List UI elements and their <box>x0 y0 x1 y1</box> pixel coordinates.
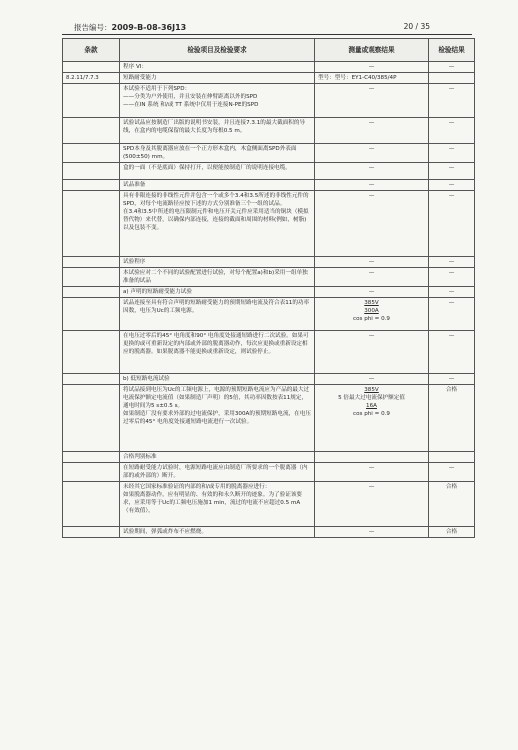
verdict-cell <box>429 73 475 84</box>
result-cell: — <box>315 62 429 73</box>
verdict-cell: — <box>429 144 475 163</box>
requirement-cell <box>120 257 315 268</box>
table-row <box>63 463 475 482</box>
result-cell: — <box>315 84 429 118</box>
clause-cell <box>63 163 120 180</box>
result-cell <box>315 298 429 331</box>
verdict-cell: — <box>429 180 475 191</box>
verdict-cell: — <box>429 268 475 287</box>
table-row <box>63 62 475 73</box>
result-cell <box>315 385 429 452</box>
requirement-cell <box>120 62 315 73</box>
table-row <box>63 180 475 191</box>
formula-power-factor: cos phi = 0.9 <box>353 316 390 322</box>
requirement-text: 如果制造厂没有要求外部的过电流保护，采用300A的预期短路电流，在电压过零后的45° 电角度处接通短路电流进行一次试验。 <box>123 411 311 425</box>
verdict-cell: — <box>429 163 475 180</box>
col-header-requirement: 检验项目及检验要求 <box>120 39 315 62</box>
requirement-text: 试验期间，弹弧或炸布不应燃烧。 <box>123 529 207 535</box>
col-header-result: 测量或观察结果 <box>315 39 429 62</box>
verdict-cell <box>429 452 475 463</box>
requirement-cell <box>120 191 315 257</box>
result-cell: — <box>315 144 429 163</box>
result-cell <box>315 452 429 463</box>
result-cell: — <box>315 374 429 385</box>
clause-cell <box>63 191 120 257</box>
clause-cell <box>63 331 120 374</box>
requirement-cell <box>120 144 315 163</box>
table-row <box>63 482 475 527</box>
requirement-text: SPD本身及其脱离器应放在一个正方形木盒内，木盒侧面离SPD外表面(500±50) mm。 <box>123 146 297 160</box>
table-row <box>63 268 475 287</box>
requirement-text: ——分类为户外使用，并且安装在伸臂距离以外的SPD <box>123 94 258 100</box>
clause-cell <box>63 385 120 452</box>
requirement-text: 未经其它国家标准验证的内部的和/或专用的脱离器应进行： <box>123 484 271 490</box>
table-row <box>63 331 475 374</box>
verdict-cell: 合格 <box>429 385 475 452</box>
requirement-text: 在3.4和3.5中所述的电压限制元件和电压开关元件应采用适当的铜块（模拟替代物）来代替，以确保内部连接，连接的截面和周围的材料(例如，树脂)以及包装不变。 <box>123 209 309 231</box>
clause-cell <box>63 374 120 385</box>
requirement-text: 合格判别标准 <box>123 454 157 460</box>
result-formula <box>353 299 390 323</box>
verdict-cell: — <box>429 463 475 482</box>
requirement-text: b) 低短路电流试验 <box>123 376 170 382</box>
clause-cell <box>63 452 120 463</box>
verdict-cell: — <box>429 84 475 118</box>
requirement-cell <box>120 331 315 374</box>
formula-voltage: 385V <box>364 387 379 393</box>
formula-current: 300A <box>364 308 379 314</box>
verdict-cell: — <box>429 62 475 73</box>
requirement-cell <box>120 118 315 144</box>
result-cell: — <box>315 118 429 144</box>
result-cell: — <box>315 191 429 257</box>
table-row <box>63 452 475 463</box>
clause-cell <box>63 257 120 268</box>
result-cell: — <box>315 268 429 287</box>
header-rule <box>62 34 472 35</box>
clause-cell <box>63 180 120 191</box>
report-number <box>74 22 186 33</box>
requirement-cell <box>120 452 315 463</box>
requirement-cell <box>120 374 315 385</box>
requirement-cell <box>120 84 315 118</box>
result-cell: — <box>315 163 429 180</box>
clause-cell <box>63 144 120 163</box>
table-row <box>63 163 475 180</box>
requirement-text: 将试品接到电压为Uc的工频电源上，电源的预期短路电流应为产品的最大过电流保护额定电流值（如果制造厂声明）的5倍，其功率因数按表11规定，通电时间为5 s±0.5 s。 <box>123 387 310 409</box>
verdict-cell: 合格 <box>429 527 475 538</box>
requirement-text: 具有非限连接的非线性元件并包含一个或多个3.4和3.5所述的非线性元件的SPD，对每个电流路径应按下述的方式分别准备三个一组的试品。 <box>123 193 309 207</box>
verdict-cell: — <box>429 257 475 268</box>
requirement-cell <box>120 73 315 84</box>
verdict-cell: — <box>429 331 475 374</box>
result-formula <box>338 386 405 418</box>
report-number-label: 报告编号： <box>74 23 112 32</box>
result-cell: — <box>315 180 429 191</box>
table-header-row <box>63 39 475 62</box>
verdict-cell: — <box>429 191 475 257</box>
requirement-cell <box>120 527 315 538</box>
requirement-text: 本试验应对二个不同的试验配置进行试验，对每个配置a)和b)采用一组单独准备的试品 <box>123 270 308 284</box>
clause-cell <box>63 62 120 73</box>
requirement-cell <box>120 385 315 452</box>
requirement-text: 盒的一面（不是底面）保持打开，以便能按制造厂的说明连接电缆。 <box>123 165 291 171</box>
requirement-text: 在短路耐受能力试验时，电源短路电流应由制造厂所要求的一个脱离器（内部的或外部的）断开。 <box>123 465 308 479</box>
requirement-cell <box>120 287 315 298</box>
verdict-cell: — <box>429 374 475 385</box>
clause-cell <box>63 84 120 118</box>
formula-note: 5 倍最大过电流保护额定值 <box>338 395 405 401</box>
clause-cell <box>63 287 120 298</box>
requirement-text: 试验程序 <box>123 259 146 265</box>
report-number-value: 2009-B-08-36J13 <box>111 23 187 32</box>
clause-cell <box>63 118 120 144</box>
result-cell: — <box>315 331 429 374</box>
requirement-text: 如果脱离器动作，应有明显的、有效的和永久断开的迹象。为了验证该要求，应采用等于Uc的工频电压施加1 min，流过的电流不应超过0.5 mA（有效值）。 <box>123 492 303 514</box>
requirement-cell <box>120 180 315 191</box>
requirement-text: 程序 VI： <box>123 64 148 70</box>
col-header-clause: 条款 <box>63 39 120 62</box>
clause-cell <box>63 463 120 482</box>
formula-current: 16A <box>366 403 377 409</box>
result-cell: — <box>315 257 429 268</box>
requirement-text: ——在IN 系统 和/或 TT 系统中仅用于连接N-PE的SPD <box>123 102 259 108</box>
verdict-cell: 合格 <box>429 482 475 527</box>
table-row <box>63 118 475 144</box>
requirement-text: 试验试品应按制造厂出版的说明书安装，并且连接7.3.1的最大截面积的导线，在盒内的电缆保留的最大长度为每根0.5 m。 <box>123 120 306 134</box>
requirement-text: a) 声明的短路耐受能力试验 <box>123 289 192 295</box>
requirement-cell <box>120 268 315 287</box>
clause-cell <box>63 527 120 538</box>
clause-cell <box>63 482 120 527</box>
clause-cell <box>63 268 120 287</box>
col-header-verdict: 检验结果 <box>429 39 475 62</box>
result-cell: — <box>315 463 429 482</box>
inspection-table <box>62 38 475 538</box>
table-row <box>63 257 475 268</box>
result-cell: — <box>315 482 429 527</box>
table-row <box>63 287 475 298</box>
requirement-text: 短路耐受能力 <box>123 75 157 81</box>
table-row <box>63 385 475 452</box>
result-cell: 型号：型号：EY1-C40/385/4P <box>315 73 429 84</box>
page-number: 20 / 35 <box>403 22 430 31</box>
verdict-cell: — <box>429 298 475 331</box>
clause-cell: 8.2.11/7.7.3 <box>63 73 120 84</box>
formula-power-factor: cos phi = 0.9 <box>353 411 390 417</box>
requirement-text: 本试验不适用于下列SPD： <box>123 86 191 92</box>
result-cell: — <box>315 527 429 538</box>
requirement-text: 试品连接至具有符合声明的短路耐受能力的预期短路电流及符合表11的功率因数，电压为Uc的工频电源。 <box>123 300 310 314</box>
verdict-cell: — <box>429 118 475 144</box>
table-row <box>63 144 475 163</box>
table-row <box>63 73 475 84</box>
requirement-cell <box>120 163 315 180</box>
table-row <box>63 527 475 538</box>
table-row <box>63 374 475 385</box>
requirement-cell <box>120 482 315 527</box>
verdict-cell: — <box>429 287 475 298</box>
requirement-cell <box>120 298 315 331</box>
formula-voltage: 385V <box>364 300 379 306</box>
result-cell: — <box>315 287 429 298</box>
requirement-cell <box>120 463 315 482</box>
table-row <box>63 298 475 331</box>
clause-cell <box>63 298 120 331</box>
table-row <box>63 191 475 257</box>
requirement-text: 在电压过零后的45° 电角度和90° 电角度处接通短路进行二次试验。如果可更换的或可重新设定的内部或外部的脱离器动作，每次应更换或重新设定相应的脱离器。如果脱离器不能更换或重新设定，则试验停止。 <box>123 333 309 355</box>
table-row <box>63 84 475 118</box>
requirement-text: 试品准备 <box>123 182 146 188</box>
